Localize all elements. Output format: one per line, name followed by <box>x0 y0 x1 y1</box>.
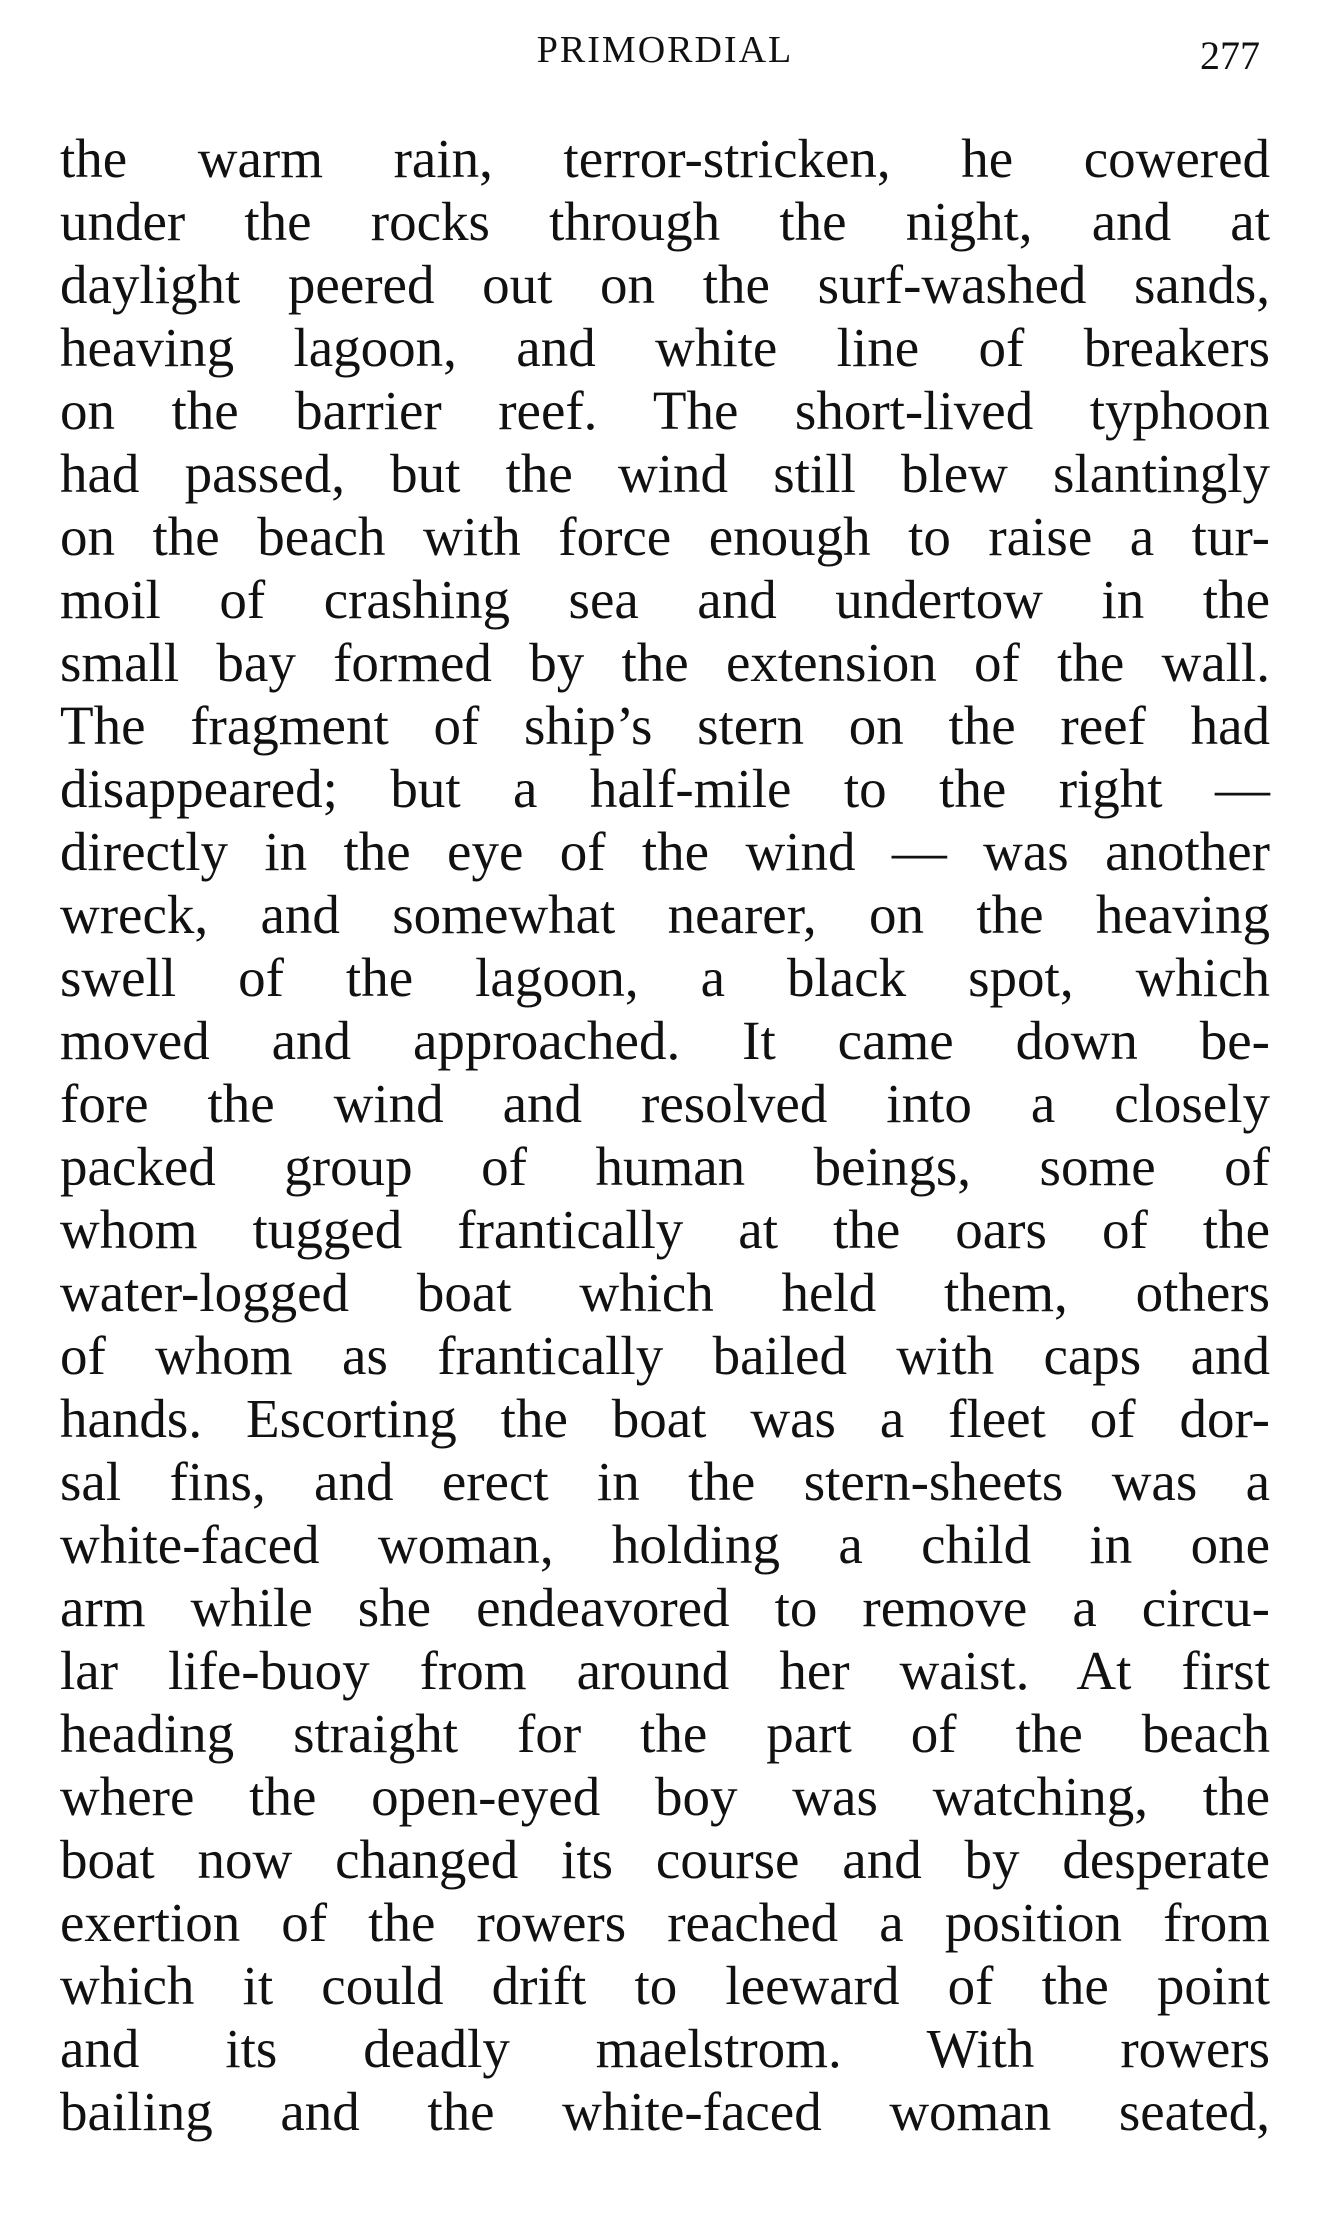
text-line: exertion of the rowers reached a position from <box>60 1892 1270 1953</box>
text-line: fore the wind and resolved into a closely <box>60 1073 1270 1134</box>
body-text <box>60 127 1270 2143</box>
text-line: The fragment of ship’s stern on the reef had <box>60 695 1270 756</box>
text-line: packed group of human beings, some of <box>60 1136 1270 1197</box>
text-line: of whom as frantically bailed with caps and <box>60 1325 1270 1386</box>
text-line: moil of crashing sea and undertow in the <box>60 569 1270 630</box>
text-line: under the rocks through the night, and at <box>60 191 1270 252</box>
text-line: hands. Escorting the boat was a fleet of dor- <box>60 1388 1270 1449</box>
text-line: sal fins, and erect in the stern-sheets was a <box>60 1451 1270 1512</box>
text-line: water-logged boat which held them, others <box>60 1262 1270 1323</box>
text-line: had passed, but the wind still blew slantingly <box>60 443 1270 504</box>
text-line: wreck, and somewhat nearer, on the heaving <box>60 884 1270 945</box>
text-line: whom tugged frantically at the oars of the <box>60 1199 1270 1260</box>
page-number: 277 <box>1200 33 1260 78</box>
text-line: small bay formed by the extension of the wall. <box>60 632 1270 693</box>
running-head <box>60 20 1270 80</box>
text-line: the warm rain, terror-stricken, he cowered <box>60 128 1270 189</box>
text-line: on the beach with force enough to raise a tur- <box>60 506 1270 567</box>
text-line: daylight peered out on the surf-washed sands, <box>60 254 1270 315</box>
text-line: bailing and the white-faced woman seated, <box>60 2081 1270 2142</box>
text-line: white-faced woman, holding a child in one <box>60 1514 1270 1575</box>
text-line: which it could drift to leeward of the point <box>60 1955 1270 2016</box>
text-line: and its deadly maelstrom. With rowers <box>60 2018 1270 2079</box>
text-line: lar life-buoy from around her waist. At first <box>60 1640 1270 1701</box>
text-line: moved and approached. It came down be- <box>60 1010 1270 1071</box>
text-line: arm while she endeavored to remove a circu- <box>60 1577 1270 1638</box>
text-line: on the barrier reef. The short-lived typhoon <box>60 380 1270 441</box>
text-line: directly in the eye of the wind — was another <box>60 821 1270 882</box>
text-line: heaving lagoon, and white line of breakers <box>60 317 1270 378</box>
text-line: heading straight for the part of the beach <box>60 1703 1270 1764</box>
text-line: swell of the lagoon, a black spot, which <box>60 947 1270 1008</box>
running-title: PRIMORDIAL <box>536 29 794 71</box>
text-line: where the open-eyed boy was watching, the <box>60 1766 1270 1827</box>
text-line: disappeared; but a half-mile to the right — <box>60 758 1270 819</box>
text-line: boat now changed its course and by desperate <box>60 1829 1270 1890</box>
